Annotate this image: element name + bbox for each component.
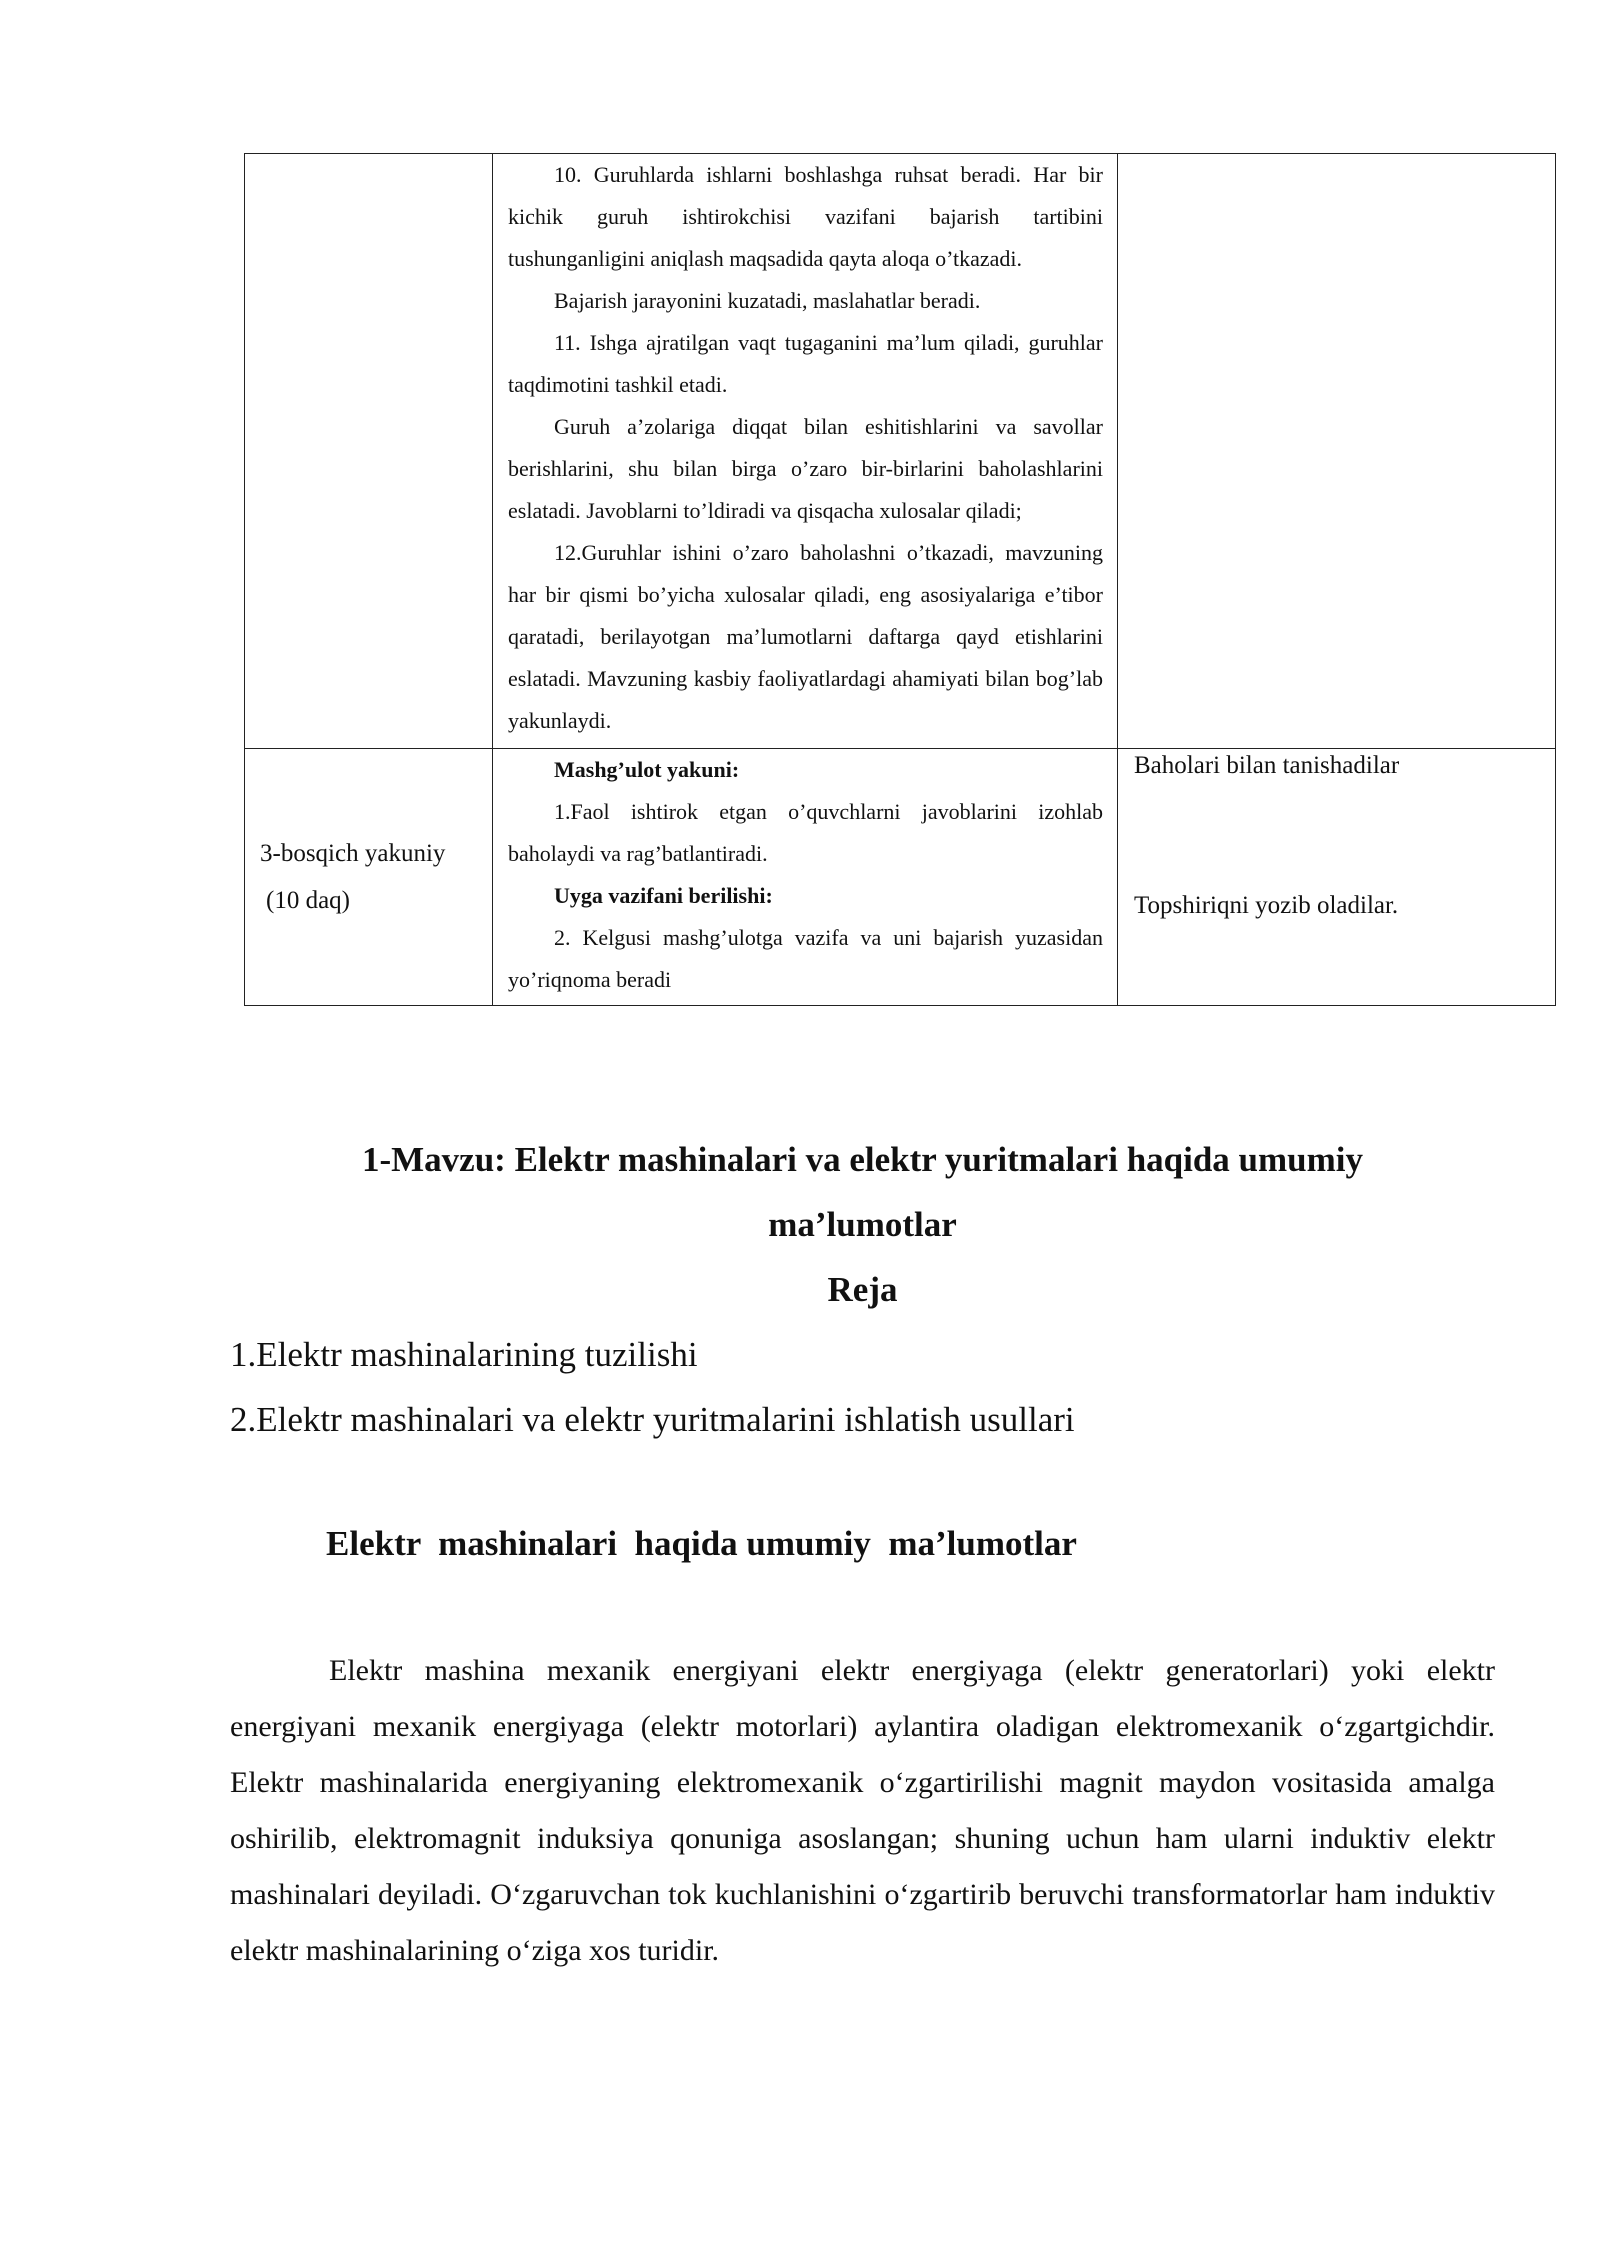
topic-title: 1-Mavzu: Elektr mashinalari va elektr yuritmalari haqida umumiy xyxy=(361,1140,1364,1179)
section-label-lesson-end: Mashg’ulot yakuni: xyxy=(554,757,740,782)
student-activity-line: Baholari bilan tanishadilar xyxy=(1134,752,1400,779)
plan-item: 2.Elektr mashinalari va elektr yuritmalarini ishlatish usullari xyxy=(230,1400,1075,1439)
topic-block xyxy=(230,1127,1495,1452)
teacher-activity-paragraph: 1.Faol ishtirok etgan o’quvchlarni javoblarini izohlab baholaydi va rag’batlantiradi. xyxy=(508,799,1103,866)
teacher-activity-cell xyxy=(493,154,1118,749)
body-paragraph: Elektr mashina mexanik energiyani elektr energiyaga (elektr generatorlari) yoki elektr energiyani mexanik energiyaga (elektr motorlari) aylantira oladigan elektromexanik o‘zgartgichdir. Elektr mashinalarida energiyaning elektromexanik o‘zgartirilishi magnit maydon vositasida amalga oshirilib, elektromagnit induksiya qonuniga asoslangan; shuning uchun ham ularni induktiv elektr mashinalari deyiladi. O‘zgaruvchan tok kuchlanishini o‘zgartirib beruvchi transformatorlar ham induktiv elektr mashinalarining o‘ziga xos turidir. xyxy=(230,1654,1495,1967)
teacher-activity-paragraph: 11. Ishga ajratilgan vaqt tugaganini ma’lum qiladi, guruhlar taqdimotini tashkil etadi. xyxy=(508,330,1103,397)
section-heading: Elektr mashinalari haqida umumiy ma’lumotlar xyxy=(326,1524,1077,1563)
student-activity-line: Topshiriqni yozib oladilar. xyxy=(1134,892,1399,919)
lesson-plan-table xyxy=(244,153,1556,1006)
table-row xyxy=(245,154,1556,749)
plan-item: 1.Elektr mashinalarining tuzilishi xyxy=(230,1335,698,1374)
stage-name: 3-bosqich yakuniy xyxy=(260,840,446,867)
teacher-activity-cell xyxy=(493,749,1118,1006)
topic-title: ma’lumotlar xyxy=(768,1205,957,1244)
stage-cell xyxy=(245,749,493,1006)
teacher-activity-paragraph: Guruh a’zolariga diqqat bilan eshitishlarini va savollar berishlarini, shu bilan birga o’zaro bir-birlarini baholashlarini eslatadi. Javoblarni to’ldiradi va qisqacha xulosalar qiladi; xyxy=(508,414,1103,523)
teacher-activity-paragraph: Bajarish jarayonini kuzatadi, maslahatlar beradi. xyxy=(554,288,981,313)
plan-heading: Reja xyxy=(827,1270,898,1309)
student-activity-cell xyxy=(1118,154,1556,749)
teacher-activity-paragraph: 2. Kelgusi mashg’ulotga vazifa va uni bajarish yuzasidan yo’riqnoma beradi xyxy=(508,925,1103,992)
teacher-activity-paragraph: 12.Guruhlar ishini o’zaro baholashni o’tkazadi, mavzuning har bir qismi bo’yicha xulosalar qiladi, eng asosiyalariga e’tibor qaratadi, berilayotgan ma’lumotlarni daftarga qayd etishlarini eslatadi. Mavzuning kasbiy faoliyatlardagi ahamiyati bilan bog’lab yakunlaydi. xyxy=(508,540,1103,733)
teacher-activity-paragraph: 10. Guruhlarda ishlarni boshlashga ruhsat beradi. Har bir kichik guruh ishtirokchisi vazifani bajarish tartibini tushunganligini aniqlash maqsadida qayta aloqa o’tkazadi. xyxy=(508,162,1103,271)
stage-cell xyxy=(245,154,493,749)
section-label-homework: Uyga vazifani berilishi: xyxy=(554,883,773,908)
student-activity-cell xyxy=(1118,749,1556,1006)
table-row xyxy=(245,749,1556,1006)
stage-duration: (10 daq) xyxy=(266,887,350,914)
